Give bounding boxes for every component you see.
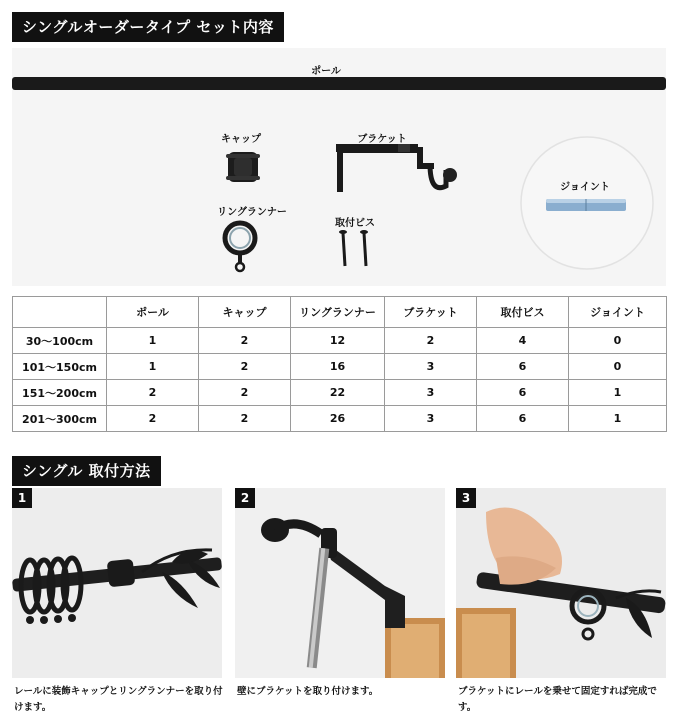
table-cell: 201〜300cm [13, 406, 107, 432]
table-cell: 6 [477, 380, 569, 406]
bracket-image [336, 144, 457, 192]
table-row [13, 380, 667, 406]
table-cell: 2 [107, 380, 199, 406]
set-contents-photo [12, 48, 666, 286]
table-cell: 26 [291, 406, 385, 432]
table-cell: 2 [199, 380, 291, 406]
step-1-illustration [12, 488, 222, 678]
ring-runner-label: リングランナー [217, 207, 287, 218]
table-cell: 1 [107, 354, 199, 380]
table-cell: 30〜100cm [13, 328, 107, 354]
table-cell: 2 [199, 354, 291, 380]
table-cell: 2 [107, 406, 199, 432]
table-header: キャップ [199, 297, 291, 328]
table-cell: 2 [199, 328, 291, 354]
step-3-caption: ブラケットにレールを乗せて固定すれば完成です。 [458, 686, 657, 713]
cap-image [226, 152, 260, 182]
table-row [13, 328, 667, 354]
table-header: ブラケット [385, 297, 477, 328]
table-header [13, 297, 107, 328]
table-cell: 1 [107, 328, 199, 354]
joint-image [521, 137, 653, 269]
table-cell: 2 [385, 328, 477, 354]
table-cell: 0 [569, 328, 667, 354]
table-header: ポール [107, 297, 199, 328]
step-1-photo [12, 488, 222, 678]
section-title-installation: シングル 取付方法 [12, 456, 161, 486]
table-cell: 0 [569, 354, 667, 380]
table-cell: 3 [385, 406, 477, 432]
ring-runner-image [225, 223, 255, 271]
table-header: 取付ビス [477, 297, 569, 328]
table-cell: 3 [385, 380, 477, 406]
table-row [13, 406, 667, 432]
step-3-photo [456, 488, 666, 678]
step-1-number: 1 [12, 488, 32, 508]
table-cell: 101〜150cm [13, 354, 107, 380]
table-header: ジョイント [569, 297, 667, 328]
cap-label: キャップ [221, 134, 261, 145]
screw-label: 取付ビス [335, 218, 375, 229]
step-1-caption: レールに装飾キャップとリングランナーを取り付けます。 [14, 686, 223, 713]
step-2-number: 2 [235, 488, 255, 508]
table-cell: 3 [385, 354, 477, 380]
table-cell: 6 [477, 354, 569, 380]
table-cell: 1 [569, 380, 667, 406]
pole-label: ポール [311, 66, 341, 77]
table-header-row [13, 297, 667, 328]
table-header: リングランナー [291, 297, 385, 328]
step-3-illustration [456, 488, 666, 678]
step-2-photo [235, 488, 445, 678]
pole-image [12, 77, 666, 90]
table-cell: 4 [477, 328, 569, 354]
joint-label: ジョイント [560, 182, 610, 193]
set-contents-illustration [12, 48, 666, 286]
table-cell: 1 [569, 406, 667, 432]
table-cell: 22 [291, 380, 385, 406]
table-cell: 151〜200cm [13, 380, 107, 406]
step-2-illustration [235, 488, 445, 678]
table-cell: 16 [291, 354, 385, 380]
bracket-label: ブラケット [357, 134, 407, 145]
step-2-caption: 壁にブラケットを取り付けます。 [237, 686, 379, 697]
step-3-number: 3 [456, 488, 476, 508]
table-row [13, 354, 667, 380]
table-cell: 6 [477, 406, 569, 432]
screws-image [339, 230, 368, 266]
table-cell: 2 [199, 406, 291, 432]
table-cell: 12 [291, 328, 385, 354]
section-title-set-contents: シングルオーダータイプ セット内容 [12, 12, 284, 42]
set-contents-table [12, 296, 667, 432]
